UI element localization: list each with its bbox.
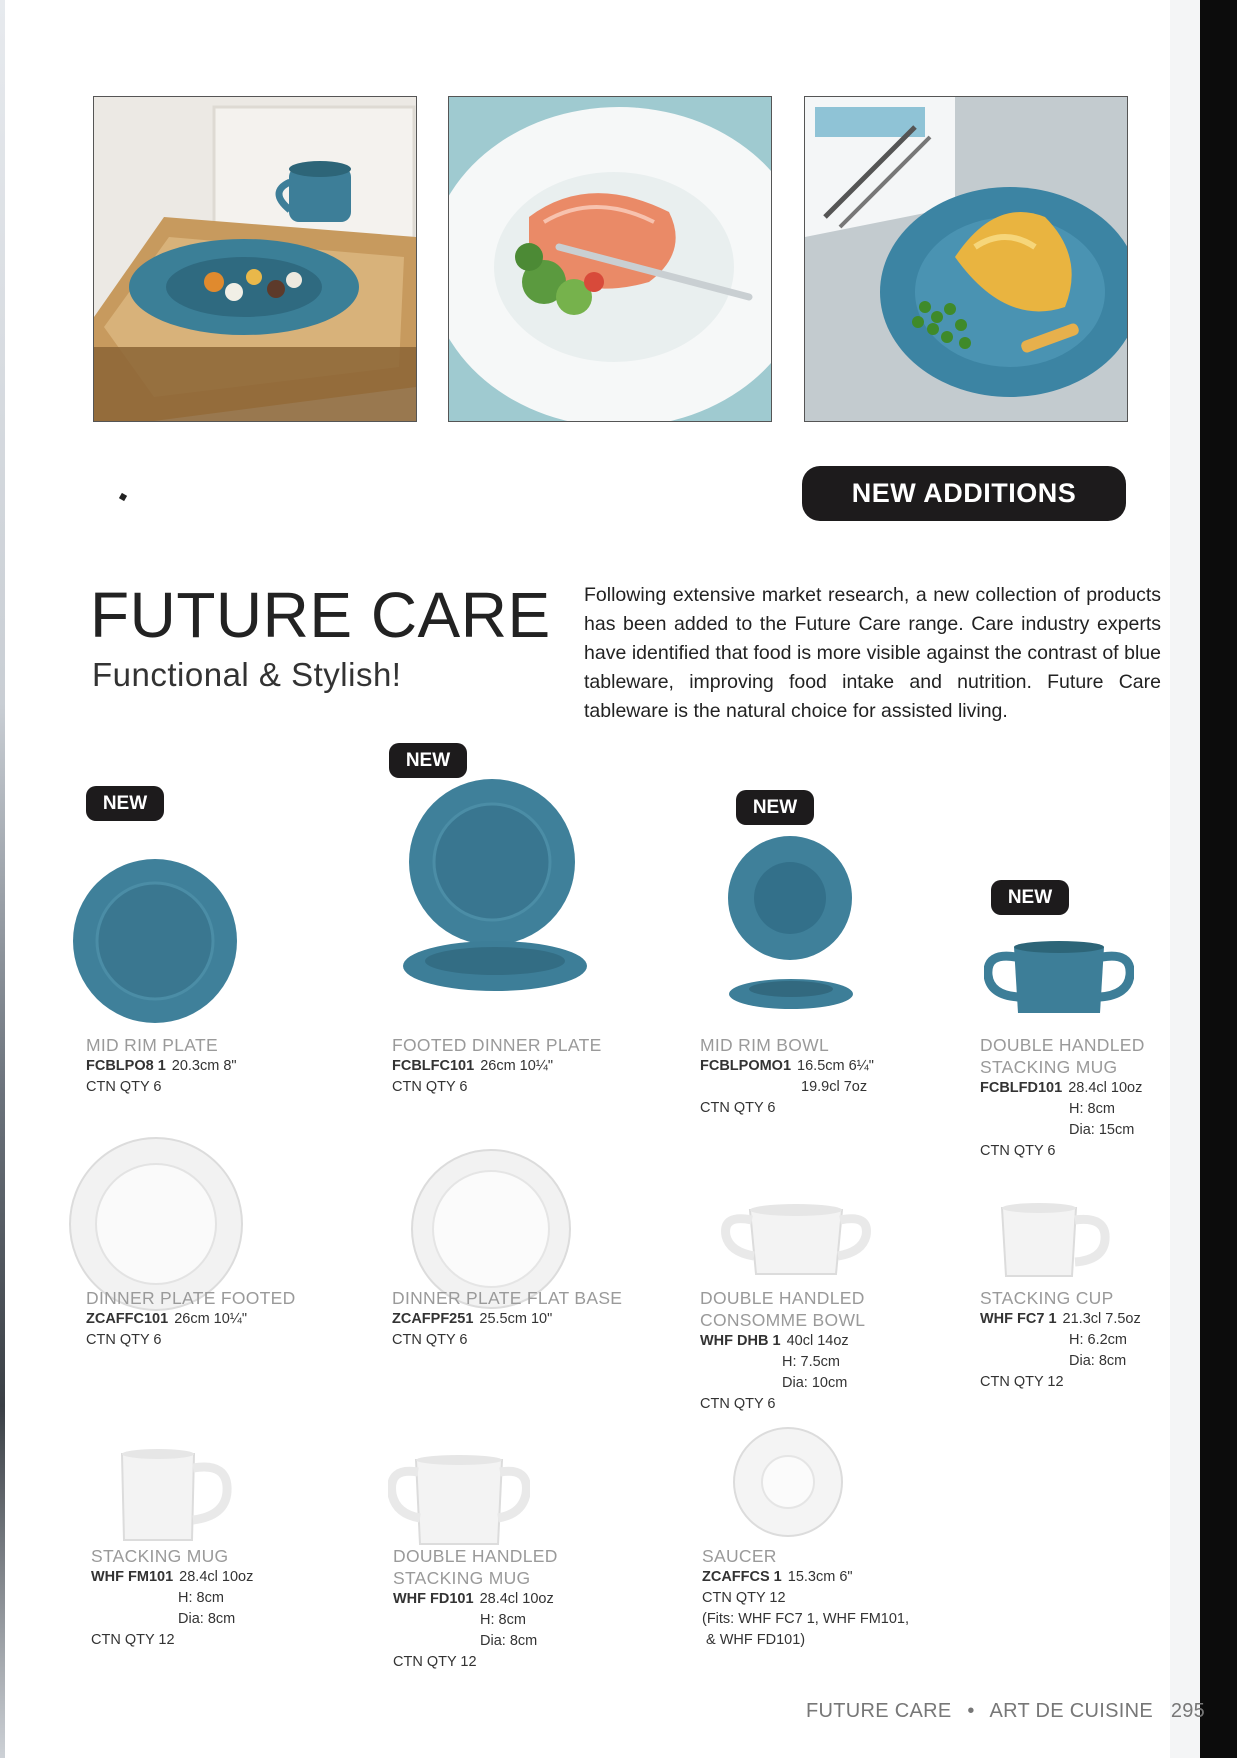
product-blue-double-handled-mug [980,1034,1145,1162]
dinner-plate-flat-base-image [410,1148,572,1310]
carton-qty: CTN QTY 6 [392,1332,468,1348]
carton-qty: CTN QTY 6 [980,1143,1056,1159]
carton-qty: CTN QTY 6 [700,1100,776,1116]
new-badge: NEW [736,790,814,825]
product-name: SAUCER [702,1546,777,1566]
product-dinner-plate-footed [86,1287,296,1351]
footer-separator: • [967,1700,975,1722]
photo-salmon-salad [448,96,772,422]
product-size: 21.3cl 7.5oz [1062,1311,1141,1327]
product-height: H: 8cm [178,1590,224,1606]
product-code: FCBLFC101 [392,1058,475,1074]
product-size: 25.5cm 10" [479,1311,553,1327]
product-code: ZCAFFC101 [86,1311,169,1327]
product-mid-rim-bowl [700,1034,874,1119]
page-title: FUTURE CARE [90,579,551,651]
product-name: CONSOMME BOWL [700,1310,866,1330]
product-size: 28.4cl 10oz [179,1569,254,1585]
fits-note: & WHF FD101) [702,1632,806,1648]
product-name: FOOTED DINNER PLATE [392,1035,602,1055]
page-footer [806,1700,1205,1723]
product-white-double-handled-mug [393,1545,558,1673]
carton-qty: CTN QTY 12 [393,1654,477,1670]
blue-double-handled-mug-image [984,935,1134,1020]
carton-qty: CTN QTY 12 [702,1590,786,1606]
carton-qty: CTN QTY 6 [392,1079,468,1095]
product-size: 16.5cm 6¼" [797,1058,874,1074]
product-code: FCBLPOMO1 [700,1058,792,1074]
product-name: DINNER PLATE FOOTED [86,1288,296,1308]
white-double-handled-mug-image [388,1452,530,1548]
product-name: DOUBLE HANDLED [980,1035,1145,1055]
page-margin [1170,0,1200,1758]
stacking-cup-image [996,1200,1116,1280]
page-edge-left [0,0,5,1758]
product-diameter: Dia: 8cm [178,1611,236,1627]
product-footed-dinner-plate [392,1034,602,1098]
page-number: 295 [1170,1700,1206,1722]
product-diameter: Dia: 15cm [1069,1122,1135,1138]
carton-qty: CTN QTY 6 [86,1332,162,1348]
carton-qty: CTN QTY 12 [91,1632,175,1648]
product-height: H: 8cm [480,1612,526,1628]
product-code: WHF FC7 1 [980,1311,1057,1327]
new-badge: NEW [86,786,164,821]
product-name: MID RIM PLATE [86,1035,218,1055]
product-diameter: Dia: 10cm [782,1375,848,1391]
product-name: DINNER PLATE FLAT BASE [392,1288,623,1308]
product-saucer [702,1545,909,1651]
product-code: WHF DHB 1 [700,1333,781,1349]
product-height: H: 8cm [1069,1101,1115,1117]
product-dinner-plate-flat-base [392,1287,622,1351]
product-capacity: 19.9cl 7oz [801,1079,868,1095]
footed-dinner-plate-image [400,778,590,996]
product-name: STACKING MUG [393,1568,531,1588]
carton-qty: CTN QTY 6 [700,1396,776,1412]
product-stacking-mug [91,1545,253,1651]
intro-paragraph: Following extensive market research, a new collection of products has been added to the Future Care range. Care industry experts have identified that food is more visible against the contrast of blue tableware, improving food intake and nutrition. Future Care tableware is the natural choice for assisted living. [584,584,1161,722]
product-code: ZCAFFCS 1 [702,1569,782,1585]
mid-rim-bowl-image [726,835,856,1010]
product-name: STACKING CUP [980,1288,1114,1308]
product-diameter: Dia: 8cm [480,1633,538,1649]
new-badge: NEW [389,743,467,778]
new-additions-badge: NEW ADDITIONS [802,466,1126,521]
product-consomme-bowl [700,1287,865,1415]
new-badge: NEW [991,880,1069,915]
product-size: 28.4cl 10oz [1068,1080,1143,1096]
photo-tray-meal [93,96,417,422]
product-name: STACKING MUG [980,1057,1118,1077]
product-code: WHF FM101 [91,1569,174,1585]
product-name: DOUBLE HANDLED [700,1288,865,1308]
mid-rim-plate-image [70,856,240,1026]
carton-qty: CTN QTY 12 [980,1374,1064,1390]
product-size: 26cm 10¼" [480,1058,554,1074]
consomme-bowl-image [720,1200,872,1282]
product-code: WHF FD101 [393,1591,474,1607]
product-size: 15.3cm 6" [787,1569,853,1585]
footer-section: FUTURE CARE [806,1700,952,1722]
product-name: STACKING MUG [91,1546,229,1566]
product-size: 40cl 14oz [786,1333,849,1349]
product-name: MID RIM BOWL [700,1035,830,1055]
page-subtitle: Functional & Stylish! [92,656,402,693]
product-diameter: Dia: 8cm [1069,1353,1127,1369]
product-size: 28.4cl 10oz [479,1591,554,1607]
product-mid-rim-plate [86,1034,237,1098]
product-stacking-cup [980,1287,1141,1393]
dinner-plate-footed-image [68,1136,244,1312]
saucer-image [732,1426,844,1538]
carton-qty: CTN QTY 6 [86,1079,162,1095]
fits-note: (Fits: WHF FC7 1, WHF FM101, [702,1611,910,1627]
product-height: H: 6.2cm [1069,1332,1128,1348]
page-edge-right [1200,0,1237,1758]
product-code: FCBLFD101 [980,1080,1063,1096]
product-code: FCBLPO8 1 [86,1058,166,1074]
footer-book: ART DE CUISINE [989,1700,1153,1722]
product-name: DOUBLE HANDLED [393,1546,558,1566]
product-code: ZCAFPF251 [392,1311,474,1327]
product-size: 20.3cm 8" [171,1058,237,1074]
product-height: H: 7.5cm [782,1354,841,1370]
decorative-mark [119,493,127,501]
photo-fish-chips [804,96,1128,422]
stacking-mug-image [118,1446,238,1546]
product-size: 26cm 10¼" [174,1311,248,1327]
